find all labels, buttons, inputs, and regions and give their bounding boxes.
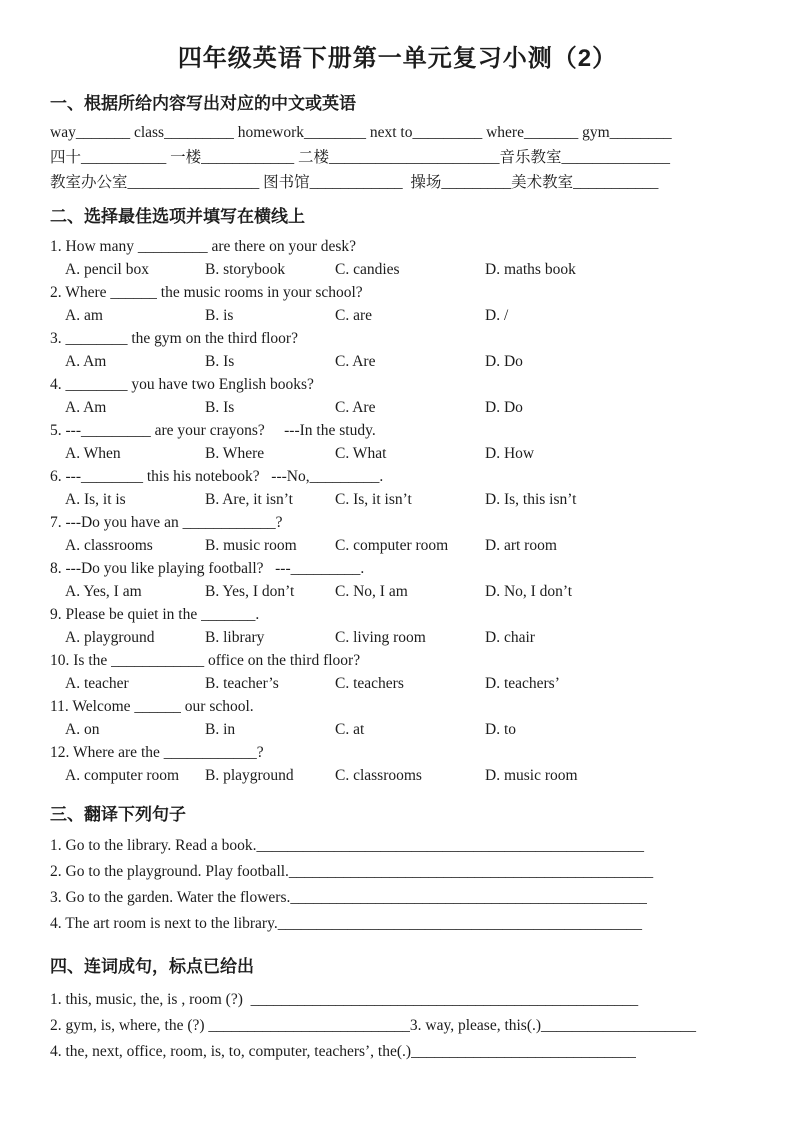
option-b: B. playground <box>205 767 294 784</box>
section-sentence-ordering <box>50 955 745 1065</box>
option-a: A. playground <box>65 629 155 646</box>
question-text: 6. ---________ this his notebook? ---No,_________. <box>50 468 384 485</box>
option-b: B. teacher’s <box>205 675 279 692</box>
option-d: D. Do <box>485 399 523 416</box>
ordering-line: 4. the, next, office, room, is, to, computer, teachers’, the(.)_____________________________ <box>50 1043 636 1060</box>
option-row <box>50 580 745 603</box>
fill-blank-line: 四十___________ 一楼____________ 二楼______________________音乐教室______________ <box>50 149 671 166</box>
option-b: B. Yes, I don’t <box>205 583 295 600</box>
option-a: A. am <box>65 307 103 324</box>
option-d: D. / <box>485 307 509 324</box>
question-text: 5. ---_________ are your crayons? ---In the study. <box>50 422 376 439</box>
page-title: 四年级英语下册第一单元复习小测（2） <box>177 45 618 72</box>
question-block <box>50 327 745 373</box>
option-row <box>50 258 745 281</box>
option-c: C. Are <box>335 399 376 416</box>
option-row <box>50 764 745 787</box>
option-d: D. No, I don’t <box>485 583 573 600</box>
option-row <box>50 718 745 741</box>
option-c: C. No, I am <box>335 583 408 600</box>
question-text: 8. ---Do you like playing football? ---_________. <box>50 560 365 577</box>
option-d: D. art room <box>485 537 557 554</box>
section-multiple-choice <box>50 205 745 787</box>
option-c: C. teachers <box>335 675 404 692</box>
question-text: 10. Is the ____________ office on the third floor? <box>50 652 361 669</box>
question-text: 7. ---Do you have an ____________? <box>50 514 283 531</box>
question-block <box>50 649 745 695</box>
option-row <box>50 396 745 419</box>
section-1-heading: 一、根据所给内容写出对应的中文或英语 <box>50 94 356 113</box>
question-text: 11. Welcome ______ our school. <box>50 698 254 715</box>
question-block <box>50 511 745 557</box>
ordering-line: 1. this, music, the, is , room (?) __________________________________________________ <box>50 991 639 1008</box>
option-b: B. library <box>205 629 265 646</box>
option-a: A. classrooms <box>65 537 153 554</box>
question-block <box>50 281 745 327</box>
fill-blank-line: way_______ class_________ homework________ next to_________ where_______ gym________ <box>50 124 672 141</box>
option-c: C. Is, it isn’t <box>335 491 412 508</box>
option-a: A. Is, it is <box>65 491 126 508</box>
option-b: B. is <box>205 307 234 324</box>
question-block <box>50 419 745 465</box>
question-text: 9. Please be quiet in the _______. <box>50 606 260 623</box>
option-b: B. Are, it isn’t <box>205 491 293 508</box>
option-row <box>50 534 745 557</box>
question-block <box>50 603 745 649</box>
option-d: D. Do <box>485 353 523 370</box>
option-c: C. are <box>335 307 373 324</box>
ordering-line: 2. gym, is, where, the (?) __________________________3. way, please, this(.)____________________ <box>50 1017 697 1034</box>
option-row <box>50 626 745 649</box>
question-block <box>50 741 745 787</box>
option-a: A. Am <box>65 353 107 370</box>
option-row <box>50 672 745 695</box>
option-d: D. chair <box>485 629 535 646</box>
option-row <box>50 488 745 511</box>
option-row <box>50 350 745 373</box>
question-block <box>50 695 745 741</box>
option-a: A. teacher <box>65 675 129 692</box>
option-a: A. computer room <box>65 767 180 784</box>
question-block <box>50 557 745 603</box>
translation-line: 2. Go to the playground. Play football._______________________________________________ <box>50 863 654 880</box>
option-b: B. Is <box>205 353 235 370</box>
question-list <box>50 235 745 787</box>
translation-line: 1. Go to the library. Read a book.__________________________________________________ <box>50 837 644 854</box>
question-block <box>50 235 745 281</box>
option-d: D. music room <box>485 767 578 784</box>
option-d: D. teachers’ <box>485 675 560 692</box>
translation-line: 4. The art room is next to the library._______________________________________________ <box>50 915 642 932</box>
section-3-heading: 三、翻译下列句子 <box>50 805 186 824</box>
option-a: A. on <box>65 721 100 738</box>
option-b: B. Where <box>205 445 265 462</box>
option-c: C. living room <box>335 629 426 646</box>
question-text: 1. How many _________ are there on your desk? <box>50 238 357 255</box>
option-row <box>50 304 745 327</box>
option-a: A. Yes, I am <box>65 583 142 600</box>
option-a: A. Am <box>65 399 107 416</box>
option-d: D. maths book <box>485 261 576 278</box>
question-text: 2. Where ______ the music rooms in your school? <box>50 284 363 301</box>
section-2-heading: 二、选择最佳选项并填写在横线上 <box>50 207 305 226</box>
question-text: 3. ________ the gym on the third floor? <box>50 330 298 347</box>
option-c: C. computer room <box>335 537 449 554</box>
option-b: B. in <box>205 721 236 738</box>
option-d: D. Is, this isn’t <box>485 491 577 508</box>
option-row <box>50 442 745 465</box>
section-vocabulary <box>50 92 745 195</box>
option-c: C. at <box>335 721 365 738</box>
option-b: B. Is <box>205 399 235 416</box>
section-translation <box>50 803 745 937</box>
translation-line: 3. Go to the garden. Water the flowers.______________________________________________ <box>50 889 647 906</box>
option-c: C. classrooms <box>335 767 422 784</box>
question-text: 4. ________ you have two English books? <box>50 376 314 393</box>
option-b: B. storybook <box>205 261 286 278</box>
option-c: C. What <box>335 445 387 462</box>
option-a: A. When <box>65 445 121 462</box>
option-a: A. pencil box <box>65 261 149 278</box>
option-d: D. How <box>485 445 535 462</box>
fill-blank-line: 教室办公室_________________ 图书馆____________ 操场_________美术教室___________ <box>50 174 659 191</box>
option-b: B. music room <box>205 537 297 554</box>
question-block <box>50 465 745 511</box>
option-c: C. Are <box>335 353 376 370</box>
question-text: 12. Where are the ____________? <box>50 744 264 761</box>
option-c: C. candies <box>335 261 400 278</box>
option-d: D. to <box>485 721 516 738</box>
section-4-heading: 四、连词成句，标点已给出 <box>50 957 254 976</box>
question-block <box>50 373 745 419</box>
